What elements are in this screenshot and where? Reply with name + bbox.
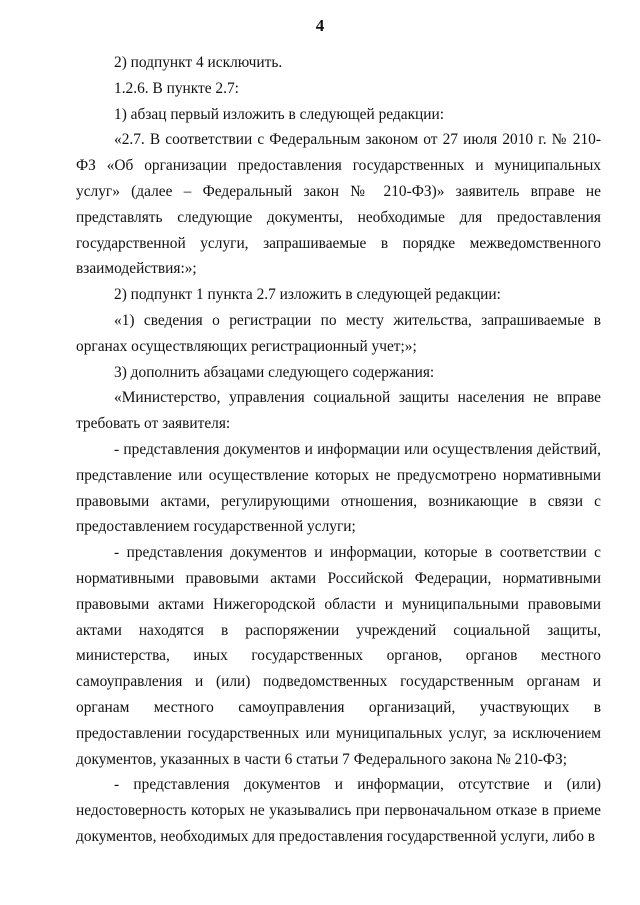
paragraph-add-abzacs: 3) дополнить абзацами следующего содержания: [114,363,435,381]
paragraph-subpoint-1-redaction: 2) подпункт 1 пункта 2.7 изложить в следующей редакции: [114,286,501,304]
paragraph-registration-info: «1) сведения о регистрации по месту жительства, запрашиваемые в органах осуществляющих регистрационный учет;»; [76,311,601,355]
paragraph-subpoint-4-delete: 2) подпункт 4 исключить. [114,54,283,71]
paragraph-list-item-1: - представления документов и информации или осуществления действий, представление или осуществление которых не предусмотрено нормативными правовыми актами, регулирующими отношения, возникающие в связи с предоставлением государственной услуги; [76,440,601,536]
paragraph-ministry-not-entitled: «Министерство, управления социальной защиты населения не вправе требовать от заявителя: [76,389,601,433]
paragraph-clause-2-7-text: «2.7. В соответствии с Федеральным законом от 27 июля 2010 г. № 210-ФЗ «Об организации предоставления государственных и муниципальных услуг» (далее – Федеральный закон № 210-ФЗ)» заявитель вправе не представлять следующие документы, необходимые для предоставления государственной услуги, запрашиваемые в порядке межведомственного взаимодействия:»; [76,131,601,278]
paragraph-list-item-3: - представления документов и информации, отсутствие и (или) недостоверность которых не указывались при первоначальном отказе в приеме документов, необходимых для предоставления государственной услуги, либо в [76,776,601,845]
paragraph-first-abzac-redaction: 1) абзац первый изложить в следующей редакции: [114,105,445,123]
page-number: 4 [315,16,325,35]
paragraph-section-1-2-6: 1.2.6. В пункте 2.7: [114,79,239,97]
document-body [76,50,601,850]
paragraph-list-item-2: - представления документов и информации, которые в соответствии с нормативными правовыми актами Российской Федерации, нормативными правовыми актами Нижегородской области и муниципальными правовыми актами находятся в распоряжении учреждений социальной защиты, министерства, иных государственных органов, органов местного самоуправления и (или) подведомственных государственным органам и органам местного самоуправления организаций, участвующих в предоставлении государственных или муниципальных услуг, за исключением документов, указанных в части 6 статьи 7 Федерального закона № 210-ФЗ; [76,544,601,768]
